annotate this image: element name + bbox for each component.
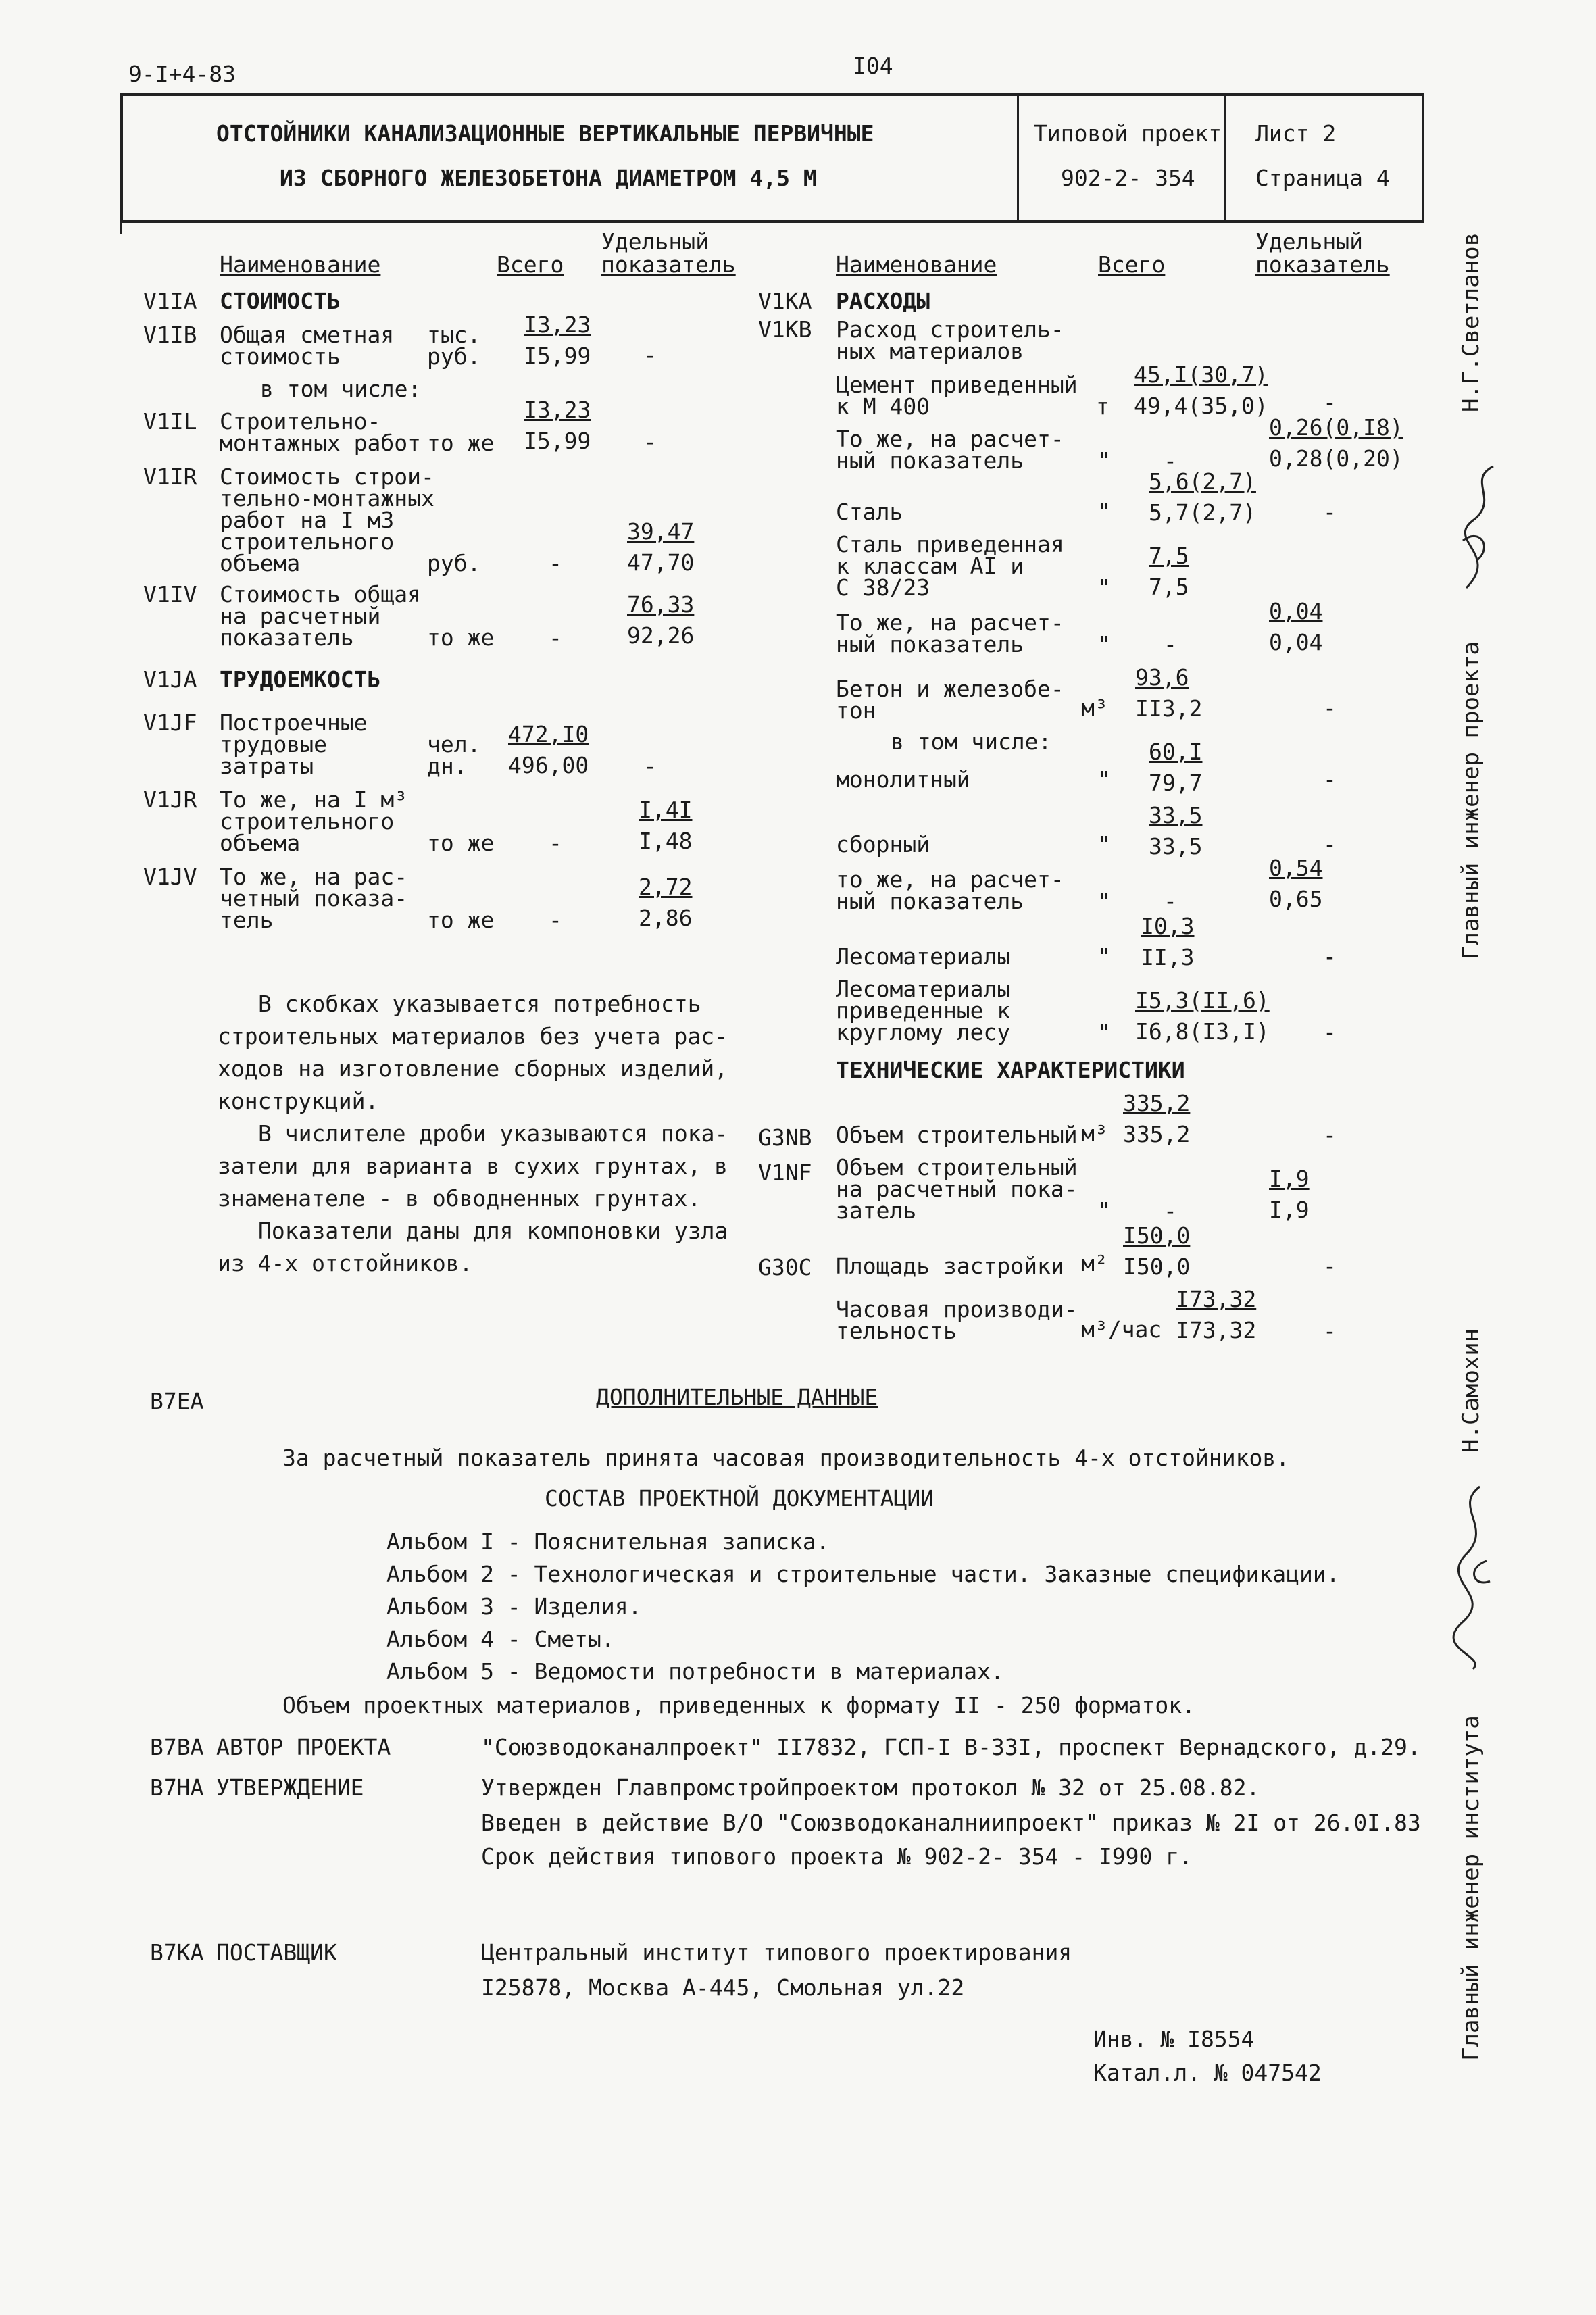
row-specific: - [1323, 1122, 1337, 1148]
row-name: монолитный [836, 766, 970, 793]
row-code: V1IV [143, 581, 197, 607]
denominator: 47,70 [627, 549, 695, 576]
row-unit: м³ [1081, 695, 1108, 721]
row-name: Площадь застройки [836, 1253, 1064, 1279]
row-specific-fraction [627, 589, 694, 651]
denominator: 2,86 [639, 905, 693, 931]
supplier-line-1: Центральный институт типового проектирования [481, 1939, 1072, 1966]
project-label: Типовой проект [1034, 120, 1222, 147]
row-name: сборный [836, 831, 930, 857]
row-unit: руб. [427, 550, 481, 576]
row-name: ТРУДОЕМКОСТЬ [220, 666, 381, 693]
author-text: "Союзводоканалпроект" II7832, ГСП-I В-33I, проспект Вернадского, д.29. [481, 1734, 1421, 1760]
row-unit: " [1097, 831, 1111, 857]
row-name-2: монтажных работ [220, 430, 422, 456]
row-code: V1KB [758, 316, 812, 343]
row-unit: м³/час [1081, 1316, 1162, 1343]
row-total: - [1164, 888, 1177, 914]
row-total-fraction [524, 395, 591, 457]
row-total: - [1164, 631, 1177, 657]
numerator: 33,5 [1149, 802, 1203, 828]
numerator: I0,3 [1141, 913, 1195, 939]
row-total-fraction [524, 309, 591, 372]
numerator: I50,0 [1123, 1222, 1191, 1249]
additional-heading: ДОПОЛНИТЕЛЬНЫЕ ДАННЫЕ [596, 1384, 878, 1410]
title-line-2: ИЗ СБОРНОГО ЖЕЛЕЗОБЕТОНА ДИАМЕТРОМ 4,5 М [280, 165, 817, 191]
row-code: V1IA [143, 288, 197, 314]
row-name-3: работ на I м3 [220, 507, 395, 533]
denominator: 49,4(35,0) [1134, 393, 1268, 419]
row-name-1: то же, на расчет- [836, 866, 1064, 893]
row-name-2: ный показатель [836, 888, 1024, 914]
row-specific: - [1323, 499, 1337, 525]
numerator: 5,6(2,7) [1149, 468, 1256, 495]
row-code: V1KA [758, 288, 812, 314]
numerator: I3,23 [524, 312, 591, 338]
author-code: B7BA [150, 1734, 204, 1760]
approval-label: УТВЕРЖДЕНИЕ [216, 1774, 364, 1801]
denominator: 92,26 [627, 622, 695, 649]
row-unit: т [1096, 393, 1109, 420]
row-unit: " [1097, 499, 1111, 525]
col-total-left: Всего [497, 251, 564, 278]
denominator: 496,00 [508, 752, 589, 778]
row-total: - [549, 907, 562, 933]
row-specific: - [1323, 766, 1337, 793]
numerator: I,4I [639, 797, 693, 823]
row-total-fraction [1149, 737, 1202, 799]
side-name-samokhin: Н.Самохин [1457, 1328, 1485, 1453]
row-name-1: Сталь приведенная [836, 531, 1064, 557]
row-total: - [549, 550, 562, 576]
tech-characteristics-heading: ТЕХНИЧЕСКИЕ ХАРАКТЕРИСТИКИ [836, 1057, 1185, 1083]
row-name-2: на расчетный пока- [836, 1176, 1078, 1202]
row-name-3: круглому лесу [836, 1019, 1011, 1045]
album-2: Альбом 2 - Технологическая и строительные части. Заказные спецификации. [386, 1561, 1340, 1587]
numerator: I5,3(II,6) [1135, 987, 1270, 1014]
row-name-1: Стоимость общая [220, 581, 422, 607]
row-code: V1JF [143, 710, 197, 736]
note-line: В скобках указывается потребность [258, 991, 701, 1017]
side-chief-institute-engineer: Главный инженер института [1457, 1715, 1485, 2061]
row-specific-fraction [627, 516, 694, 578]
row-name-1: Стоимость строи- [220, 464, 434, 490]
frame-tick [120, 223, 122, 234]
row-specific: - [1323, 1318, 1337, 1344]
author-label: АВТОР ПРОЕКТА [216, 1734, 391, 1760]
row-total-fraction [1176, 1284, 1256, 1346]
row-name-2: тельно-монтажных [220, 485, 434, 512]
numerator: 76,33 [627, 591, 695, 618]
row-specific-fraction [1269, 1164, 1310, 1226]
approval-line-2: Введен в действие В/О "Союзводоканалниипроект" приказ № 2I от 26.0I.83 [481, 1810, 1421, 1836]
row-name-2: ный показатель [836, 447, 1024, 474]
side-chief-project-engineer: Главный инженер проекта [1457, 641, 1485, 960]
numerator: 472,I0 [508, 721, 589, 747]
row-code: V1IR [143, 464, 197, 490]
album-3: Альбом 3 - Изделия. [386, 1593, 642, 1620]
row-total-fraction [1149, 800, 1202, 862]
row-total-fraction [1123, 1220, 1190, 1283]
row-unit: то же [427, 430, 495, 456]
supplier-label: ПОСТАВЩИК [216, 1939, 337, 1966]
row-specific: - [1323, 943, 1337, 970]
row-name-1: То же, на расчет- [836, 609, 1064, 636]
row-total: - [549, 830, 562, 856]
col-specific-right-2: показатель [1255, 251, 1390, 278]
row-unit: " [1097, 943, 1111, 970]
supplier-code: B7KA [150, 1939, 204, 1966]
row-name-1: То же, на расчет- [836, 426, 1064, 452]
row-name-5: объема [220, 550, 301, 576]
additional-line: За расчетный показатель принята часовая производительность 4-х отстойников. [282, 1445, 1290, 1471]
row-specific: - [1323, 389, 1337, 416]
album-4: Альбом 4 - Сметы. [386, 1626, 615, 1652]
row-name-2: к М 400 [836, 393, 930, 420]
row-name-1: Объем строительный [836, 1154, 1078, 1180]
row-unit: " [1097, 888, 1111, 914]
row-code: G30C [758, 1254, 812, 1280]
row-name-3: тель [220, 907, 274, 933]
row-specific-fraction [1269, 412, 1403, 474]
denominator: 0,04 [1269, 629, 1323, 655]
denominator: 5,7(2,7) [1149, 499, 1256, 526]
row-total-fraction [1149, 541, 1189, 603]
row-total-fraction [1123, 1088, 1190, 1150]
row-unit-2: дн. [427, 753, 468, 779]
row-code: V1JV [143, 864, 197, 890]
inventory-number: Инв. № I8554 [1093, 2026, 1255, 2052]
row-specific-fraction [1269, 596, 1322, 658]
catalog-number: Катал.л. № 047542 [1093, 2060, 1322, 2086]
notes [218, 988, 728, 1280]
row-code: V1NF [758, 1160, 812, 1186]
row-name: РАСХОДЫ [836, 288, 930, 314]
numerator: 0,04 [1269, 598, 1323, 624]
side-name-svetlanov: Н.Г.Светланов [1457, 232, 1485, 412]
numerator: 93,6 [1135, 664, 1189, 691]
row-name-3: объема [220, 830, 301, 856]
denominator: II,3 [1141, 944, 1195, 970]
row-name-3: показатель [220, 624, 354, 651]
numerator: 45,I(30,7) [1134, 362, 1268, 388]
title-divider-2 [1224, 93, 1226, 223]
page-label: Страница 4 [1255, 165, 1390, 191]
row-total-fraction [1149, 466, 1256, 528]
row-unit-1: чел. [427, 731, 481, 757]
numerator: 0,54 [1269, 855, 1323, 881]
row-name-2: тельность [836, 1318, 957, 1344]
row-name-1: Построечные [220, 710, 368, 736]
page-number: I04 [853, 53, 893, 79]
denominator: 0,28(0,20) [1269, 445, 1403, 472]
row-name-1: Часовая производи- [836, 1296, 1078, 1322]
denominator: 335,2 [1123, 1121, 1191, 1147]
col-specific-right-1: Удельный [1255, 228, 1363, 255]
row-name-1: Общая сметная [220, 322, 395, 348]
numerator: I73,32 [1176, 1286, 1257, 1312]
denominator: I73,32 [1176, 1317, 1257, 1343]
denominator: II3,2 [1135, 695, 1203, 722]
row-unit: " [1097, 1197, 1111, 1224]
signature-1 [1453, 459, 1514, 595]
row-name-3: затраты [220, 753, 314, 779]
row-name: Сталь [836, 499, 903, 525]
denominator: 33,5 [1149, 833, 1203, 860]
row-name: СТОИМОСТЬ [220, 288, 341, 314]
col-specific-left-2: показатель [601, 251, 736, 278]
numerator: 335,2 [1123, 1090, 1191, 1116]
row-name-1: Бетон и железобе- [836, 676, 1064, 702]
row-specific-fraction [1269, 853, 1322, 915]
row-code: V1IL [143, 408, 197, 434]
row-unit: то же [427, 624, 495, 651]
note-line: из 4-х отстойников. [218, 1250, 473, 1276]
note-line: строительных материалов без учета рас- [218, 1023, 728, 1049]
row-name-1: Строительно- [220, 408, 381, 434]
row-name-1: То же, на рас- [220, 864, 408, 890]
row-total-fraction [1135, 662, 1202, 724]
row-code: V1JR [143, 787, 197, 813]
project-number: 902-2- 354 [1061, 165, 1195, 191]
row-total: - [549, 624, 562, 651]
row-unit: " [1097, 631, 1111, 657]
note-line: знаменателе - в обводненных грунтах. [218, 1185, 701, 1212]
denominator: I50,0 [1123, 1253, 1191, 1280]
row-code: V1JA [143, 666, 197, 693]
denominator: 79,7 [1149, 770, 1203, 796]
col-name-left: Наименование [220, 251, 381, 278]
album-1: Альбом I - Пояснительная записка. [386, 1528, 830, 1555]
row-unit: м³ [1081, 1120, 1108, 1147]
numerator: I,9 [1269, 1166, 1310, 1192]
row-total-fraction [508, 719, 589, 781]
row-code: V1IB [143, 322, 197, 348]
row-total-fraction [1141, 911, 1194, 973]
numerator: 39,47 [627, 518, 695, 545]
row-name-2: строительного [220, 808, 395, 835]
row-name-3: С 38/23 [836, 574, 930, 601]
col-specific-left-1: Удельный [601, 228, 709, 255]
row-name: Лесоматериалы [836, 943, 1011, 970]
row-specific: - [1323, 695, 1337, 721]
denominator: I5,99 [524, 343, 591, 369]
row-total-fraction [1134, 359, 1268, 422]
denominator: I5,99 [524, 428, 591, 454]
left-subheading: в том числе: [260, 376, 422, 402]
note-line: конструкций. [218, 1088, 379, 1114]
row-name-3: затель [836, 1197, 917, 1224]
volume-line: Объем проектных материалов, приведенных к формату II - 250 форматок. [282, 1692, 1196, 1718]
note-line: В числителе дроби указываются пока- [258, 1120, 728, 1147]
additional-code: B7EA [150, 1388, 204, 1414]
row-specific-fraction [639, 872, 692, 934]
approval-code: B7HA [150, 1774, 204, 1801]
row-unit-1: тыс. [427, 322, 481, 348]
row-name-2: трудовые [220, 731, 327, 757]
numerator: I3,23 [524, 397, 591, 423]
row-name-1: Цемент приведенный [836, 372, 1078, 398]
row-unit: то же [427, 907, 495, 933]
row-name-2: тон [836, 697, 876, 724]
denominator: I,9 [1269, 1197, 1310, 1223]
signature-2 [1446, 1480, 1507, 1676]
row-unit-2: руб. [427, 343, 481, 370]
row-name-4: строительного [220, 528, 395, 555]
row-total-fraction [1135, 985, 1270, 1047]
row-name-2: ных материалов [836, 338, 1024, 364]
row-unit: " [1097, 1019, 1111, 1045]
approval-line-1: Утвержден Главпромстройпроектом протокол № 32 от 25.08.82. [481, 1774, 1260, 1801]
album-5: Альбом 5 - Ведомости потребности в материалах. [386, 1658, 1004, 1685]
numerator: 2,72 [639, 874, 693, 900]
title-line-1: ОТСТОЙНИКИ КАНАЛИЗАЦИОННЫЕ ВЕРТИКАЛЬНЫЕ ПЕРВИЧНЫЕ [216, 120, 874, 147]
note-line: ходов на изготовление сборных изделий, [218, 1055, 728, 1082]
row-name-2: к классам AI и [836, 553, 1024, 579]
row-unit: м² [1081, 1250, 1108, 1276]
row-specific: - [1323, 1019, 1337, 1045]
note-line: затели для варианта в сухих грунтах, в [218, 1153, 728, 1179]
denominator: 0,65 [1269, 886, 1323, 912]
denominator: I,48 [639, 828, 693, 854]
supplier-line-2: I25878, Москва А-445, Смольная ул.22 [481, 1974, 965, 2001]
row-unit: " [1097, 766, 1111, 793]
denominator: 7,5 [1149, 574, 1189, 600]
right-subheading: в том числе: [891, 728, 1052, 755]
title-block [120, 93, 1424, 223]
row-unit: " [1097, 574, 1111, 601]
row-name-2: стоимость [220, 343, 341, 370]
row-name: Объем строительный [836, 1122, 1078, 1148]
document-code: 9-I+4-83 [128, 61, 236, 87]
numerator: 7,5 [1149, 543, 1189, 569]
row-code: G3NB [758, 1124, 812, 1151]
col-name-right: Наименование [836, 251, 997, 278]
row-specific: - [643, 428, 657, 455]
row-name-2: приведенные к [836, 997, 1011, 1024]
row-specific: - [643, 342, 657, 368]
title-divider-1 [1017, 93, 1019, 223]
row-total: - [1164, 1197, 1177, 1224]
row-specific: - [643, 753, 657, 779]
docs-heading: СОСТАВ ПРОЕКТНОЙ ДОКУМЕНТАЦИИ [545, 1485, 934, 1512]
sheet-label: Лист 2 [1255, 120, 1337, 147]
row-specific: - [1323, 1253, 1337, 1279]
row-name-1: Лесоматериалы [836, 976, 1011, 1002]
col-total-right: Всего [1098, 251, 1166, 278]
row-name-2: четный показа- [220, 885, 408, 912]
row-specific-fraction [639, 795, 692, 857]
row-name-2: ный показатель [836, 631, 1024, 657]
numerator: 0,26(0,I8) [1269, 414, 1403, 441]
row-name-1: То же, на I м³ [220, 787, 408, 813]
denominator: I6,8(I3,I) [1135, 1018, 1270, 1045]
row-unit: то же [427, 830, 495, 856]
row-name-2: на расчетный [220, 603, 381, 629]
row-total: - [1164, 447, 1177, 474]
approval-line-3: Срок действия типового проекта № 902-2- 354 - I990 г. [481, 1843, 1193, 1870]
row-unit: " [1097, 447, 1111, 474]
numerator: 60,I [1149, 739, 1203, 765]
row-name-1: Расход строитель- [836, 316, 1064, 343]
note-line: Показатели даны для компоновки узла [258, 1218, 728, 1244]
row-specific: - [1323, 831, 1337, 857]
